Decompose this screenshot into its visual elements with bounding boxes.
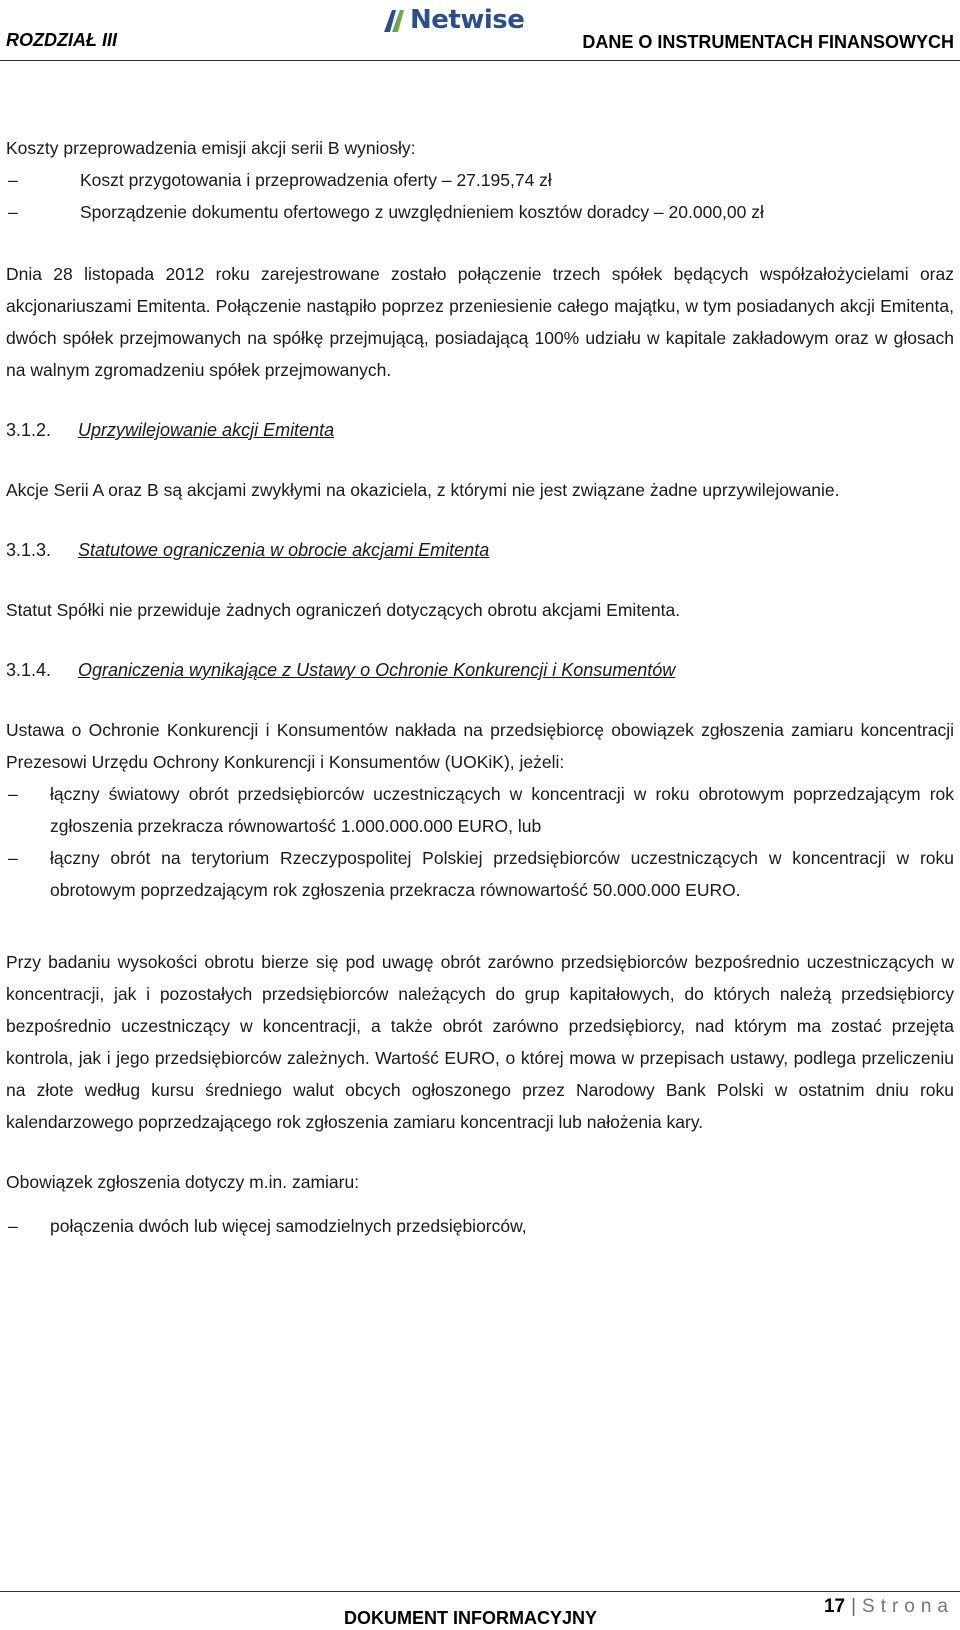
list-item	[6, 1210, 954, 1242]
section-number: 3.1.4.	[6, 660, 52, 680]
netwise-logo-icon	[382, 6, 408, 34]
section-number: 3.1.2.	[6, 420, 52, 440]
list-item	[6, 164, 954, 196]
list-item-text: Koszt przygotowania i przeprowadzenia oferty – 27.195,74 zł	[80, 170, 552, 190]
dash-bullet: –	[8, 202, 18, 222]
costs-intro: Koszty przeprowadzenia emisji akcji serii B wyniosły:	[6, 138, 416, 158]
list-item-text: połączenia dwóch lub więcej samodzielnych przedsiębiorców,	[50, 1216, 527, 1236]
document-body	[6, 132, 954, 1242]
dash-bullet: –	[8, 170, 18, 190]
statute-paragraph: Statut Spółki nie przewiduje żadnych ograniczeń dotyczących obrotu akcjami Emitenta.	[6, 600, 681, 620]
footer-divider	[0, 1591, 960, 1592]
section-title: Uprzywilejowanie akcji Emitenta	[78, 420, 335, 440]
list-item-text: łączny światowy obrót przedsiębiorców uczestniczących w koncentracji w roku obrotowym poprzedzającym rok zgłoszenia przekracza równowartość 1.000.000.000 EURO, lub	[50, 784, 954, 836]
page-label: Strona	[862, 1596, 954, 1617]
dash-bullet: –	[8, 1216, 18, 1236]
section-title: Statutowe ograniczenia w obrocie akcjami Emitenta	[78, 540, 490, 560]
header-divider	[0, 60, 960, 61]
obligation-intro: Obowiązek zgłoszenia dotyczy m.in. zamiaru:	[6, 1172, 360, 1192]
footer-document-title: DOKUMENT INFORMACYJNY	[344, 1608, 598, 1628]
merger-paragraph: Dnia 28 listopada 2012 roku zarejestrowane zostało połączenie trzech spółek będących współzałożycielami oraz akcjonariuszami Emitenta. Połączenie nastąpiło poprzez przeniesienie całego majątku, w tym posiadanych akcji Emitenta, dwóch spółek przejmowanych na spółkę przejmującą, posiadającą 100% udziału w kapitale zakładowym oraz w głosach na walnym zgromadzeniu spółek przejmowanych.	[6, 264, 954, 380]
page-indicator	[824, 1596, 954, 1618]
section-heading-3-1-2	[6, 414, 954, 446]
section-number: 3.1.3.	[6, 540, 52, 560]
turnover-paragraph: Przy badaniu wysokości obrotu bierze się pod uwagę obrót zarówno przedsiębiorców bezpośrednio uczestniczących w koncentracji, jak i pozostałych przedsiębiorców należących do grup kapitałowych, do których należą przedsiębiorcy bezpośrednio uczestniczący w koncentracji, a także obrót zarówno przedsiębiorcy, nad którym ma zostać przejęta kontrola, jak i jego przedsiębiorców zależnych. Wartość EURO, o której mowa w przepisach ustawy, podlega przeliczeniu na złote według kursu średniego walut obcych ogłoszonego przez Narodowy Bank Polski w ostatnim dniu roku kalendarzowego poprzedzającego rok zgłoszenia zamiaru koncentracji lub nałożenia kary.	[6, 952, 954, 1132]
list-item	[6, 842, 954, 906]
netwise-logo	[382, 2, 532, 38]
section-title: Ograniczenia wynikające z Ustawy o Ochronie Konkurencji i Konsumentów	[78, 660, 676, 680]
list-item	[6, 196, 954, 228]
list-item-text: łączny obrót na terytorium Rzeczypospolitej Polskiej przedsiębiorców uczestniczących w koncentracji w roku obrotowym poprzedzającym rok zgłoszenia przekracza równowartość 50.000.000 EURO.	[50, 848, 954, 900]
dash-bullet: –	[8, 784, 18, 804]
netwise-logo-text: Netwise	[410, 5, 525, 35]
page-number: 17	[823, 1596, 846, 1617]
uokik-paragraph: Ustawa o Ochronie Konkurencji i Konsumentów nakłada na przedsiębiorcę obowiązek zgłoszenia zamiaru koncentracji Prezesowi Urzędu Ochrony Konkurencji i Konsumentów (UOKiK), jeżeli:	[6, 720, 954, 772]
dash-bullet: –	[8, 848, 18, 868]
section-heading-3-1-4	[6, 654, 954, 686]
preference-paragraph: Akcje Serii A oraz B są akcjami zwykłymi na okaziciela, z którymi nie jest związane żadne uprzywilejowanie.	[6, 480, 840, 500]
section-heading-3-1-3	[6, 534, 954, 566]
list-item-text: Sporządzenie dokumentu ofertowego z uwzględnieniem kosztów doradcy – 20.000,00 zł	[80, 202, 764, 222]
header-section-title: DANE O INSTRUMENTACH FINANSOWYCH	[582, 32, 954, 52]
header-chapter: ROZDZIAŁ III	[6, 30, 117, 50]
page-separator: |	[851, 1596, 857, 1617]
list-item	[6, 778, 954, 842]
